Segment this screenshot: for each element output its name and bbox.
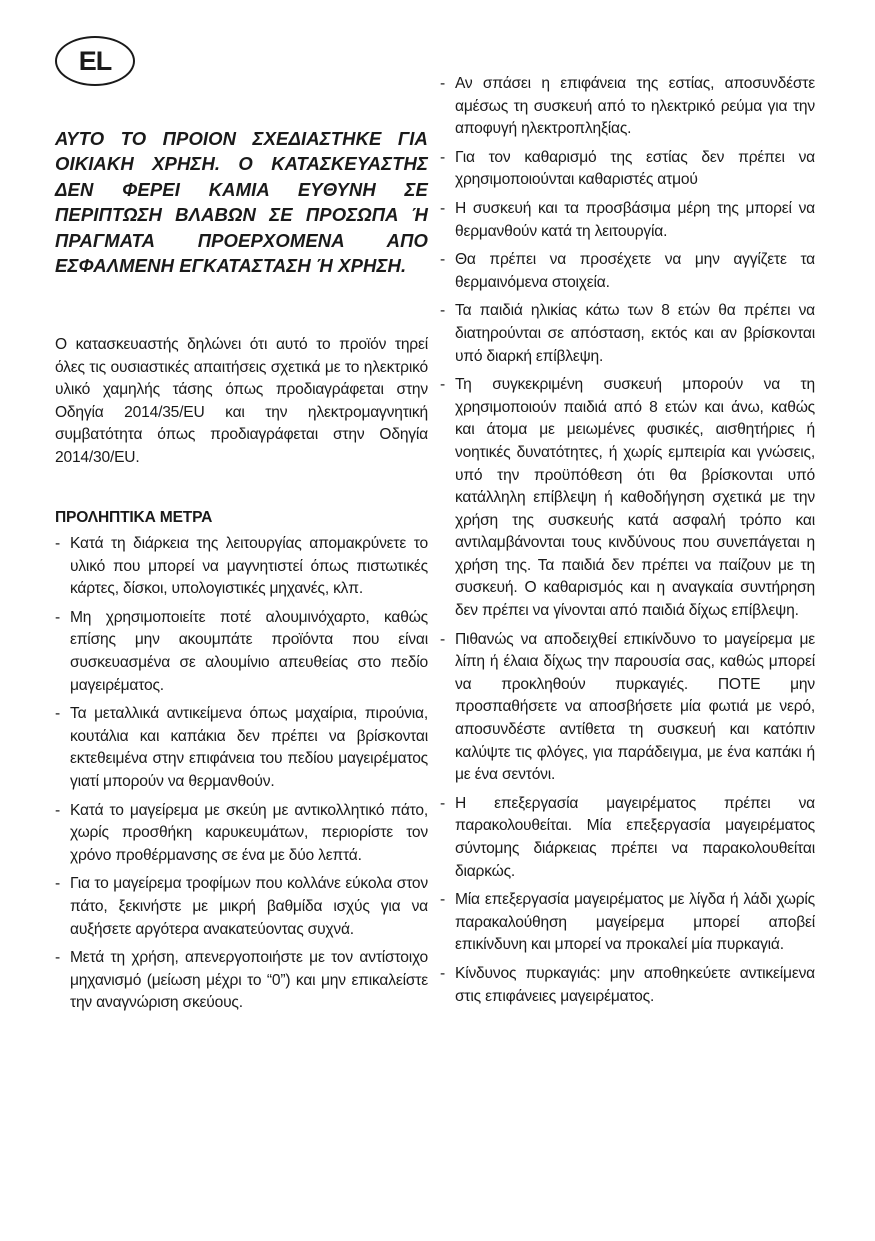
list-item: - Για τον καθαρισμό της εστίας δεν πρέπει να χρησιμοποιούνται καθαριστές ατμού (440, 147, 815, 192)
list-item: - Για το μαγείρεμα τροφίμων που κολλάνε εύκολα στον πάτο, ξεκινήστε με μικρή βαθμίδα ισχύς για να αυξήσετε αργότερα ανακατεύοντας συχνά. (55, 873, 428, 941)
list-item: - Η συσκευή και τα προσβάσιμα μέρη της μπορεί να θερμανθούν κατά τη λειτουργία. (440, 198, 815, 243)
list-item: - Μία επεξεργασία μαγειρέματος με λίγδα ή λάδι χωρίς παρακαλούθηση μαγείρεμα μπορεί αποβεί επικίνδυνη και μπορεί να προκαλεί μία πυρκαγιά. (440, 889, 815, 957)
list-item: - Μη χρησιμοποιείτε ποτέ αλουμινόχαρτο, καθώς επίσης μην ακουμπάτε προϊόντα που είναι συσκευασμένα σε αλουμίνιο απευθείας στο πεδίο μαγειρέματος. (55, 607, 428, 697)
precautions-list-right (440, 73, 815, 1014)
precautions-list-left (55, 533, 428, 1021)
language-badge (55, 36, 135, 86)
list-item: - Κατά τη διάρκεια της λειτουργίας απομακρύνετε το υλικό που μπορεί να μαγνητιστεί όπως πιστωτικές κάρτες, δίσκοι, υπολογιστικές μηχανές, κλπ. (55, 533, 428, 601)
list-item: - Κίνδυνος πυρκαγιάς: μην αποθηκεύετε αντικείμενα στις επιφάνειες μαγειρέματος. (440, 963, 815, 1008)
conformity-statement: Ο κατασκευαστής δηλώνει ότι αυτό το προϊόν τηρεί όλες τις ουσιαστικές απαιτήσεις σχετικά με το ηλεκτρικό υλικό χαμηλής τάσης όπως προδιαγράφεται στην Οδηγία 2014/35/EU και την ηλεκτρομαγνητική συμβατότητα όπως προδιαγράφεται στην Οδηγία 2014/30/EU. (55, 336, 428, 466)
list-item: - Τα μεταλλικά αντικείμενα όπως μαχαίρια, πιρούνια, κουτάλια και καπάκια δεν πρέπει να βρίσκονται εκτεθειμένα στην επιφάνεια του πεδίου μαγειρέματος γιατί μπορούν να θερμανθούν. (55, 703, 428, 793)
list-item: - Κατά το μαγείρεμα με σκεύη με αντικολλητικό πάτο, χωρίς προσθήκη καρυκευμάτων, περιορίστε τον χρόνο προθέρμανσης σε ένα με δύο λεπτά. (55, 800, 428, 868)
list-item: - Αν σπάσει η επιφάνεια της εστίας, αποσυνδέστε αμέσως τη συσκευή από το ηλεκτρικό ρεύμα για την αποφυγή ηλεκτροπληξίας. (440, 73, 815, 141)
list-item: - Μετά τη χρήση, απενεργοποιήστε με τον αντίστοιχο μηχανισμό (μείωση μέχρι το “0”) και μην επικαλείστε την αναγνώριση σκεύους. (55, 947, 428, 1015)
list-item: - Πιθανώς να αποδειχθεί επικίνδυνο το μαγείρεμα με λίπη ή έλαια δίχως την παρουσία σας, καθώς μπορεί να προκληθούν πυρκαγιές. ΠΟΤΕ μην προσπαθήσετε να αποσβήσετε μία φωτιά με νερό, αποσυνδέστε αντίθετα τη συσκευή και κατόπιν καλύψτε τις φλόγες, για παράδειγμα, με ένα καπάκι ή με ένα σεντόνι. (440, 629, 815, 787)
list-item: - Θα πρέπει να προσέχετε να μην αγγίζετε τα θερμαινόμενα στοιχεία. (440, 249, 815, 294)
section-title: ΠΡΟΛΗΠΤΙΚΑ ΜΕΤΡΑ (55, 509, 213, 526)
language-code: EL (78, 45, 112, 76)
list-item: - Τα παιδιά ηλικίας κάτω των 8 ετών θα πρέπει να διατηρούνται σε απόσταση, εκτός και αν βρίσκονται υπό διαρκή επίβλεψη. (440, 300, 815, 368)
liability-warning: ΑΥΤΟ ΤΟ ΠΡΟΙΟΝ ΣΧΕΔΙΑΣΤΗΚΕ ΓΙΑ ΟΙΚΙΑΚΗ ΧΡΗΣΗ. Ο ΚΑΤΑΣΚΕΥΑΣΤΗΣ ΔΕΝ ΦΕΡΕΙ ΚΑΜΙΑ ΕΥΘΥΝΗ ΣΕ ΠΕΡΙΠΤΩΣΗ ΒΛΑΒΩΝ ΣΕ ΠΡΟΣΩΠΑ Ή ΠΡΑΓΜΑΤΑ ΠΡΟΕΡΧΟΜΕΝΑ ΑΠΟ ΕΣΦΑΛΜΕΝΗ ΕΓΚΑΤΑΣΤΑΣΗ Ή ΧΡΗΣΗ. (55, 128, 428, 277)
list-item: - Η επεξεργασία μαγειρέματος πρέπει να παρακολουθείται. Μία επεξεργασία μαγειρέματος σύντομης διάρκειας πρέπει να παρακολουθείται διαρκώς. (440, 793, 815, 883)
list-item: - Τη συγκεκριμένη συσκευή μπορούν να τη χρησιμοποιούν παιδιά από 8 ετών και άνω, καθώς και άτομα με μειωμένες φυσικές, αισθητήριες ή νοητικές δυνατότητες, ή χωρίς εμπειρία και γνώσεις, υπό την προϋπόθεση ότι θα βρίσκονται υπό κατάλληλη επίβλεψη ή καθοδήγηση σχετικά με την χρήση της συσκευής κατά ασφαλή τρόπο και αντιλαμβάνονται τους κινδύνους που συνεπάγεται η χρήση της. Τα παιδιά δεν πρέπει να παίζουν με τη συσκευή. Ο καθαρισμός και η αναγκαία συντήρηση δεν πρέπει να γίνονται από παιδιά δίχως επίβλεψη. (440, 374, 815, 623)
